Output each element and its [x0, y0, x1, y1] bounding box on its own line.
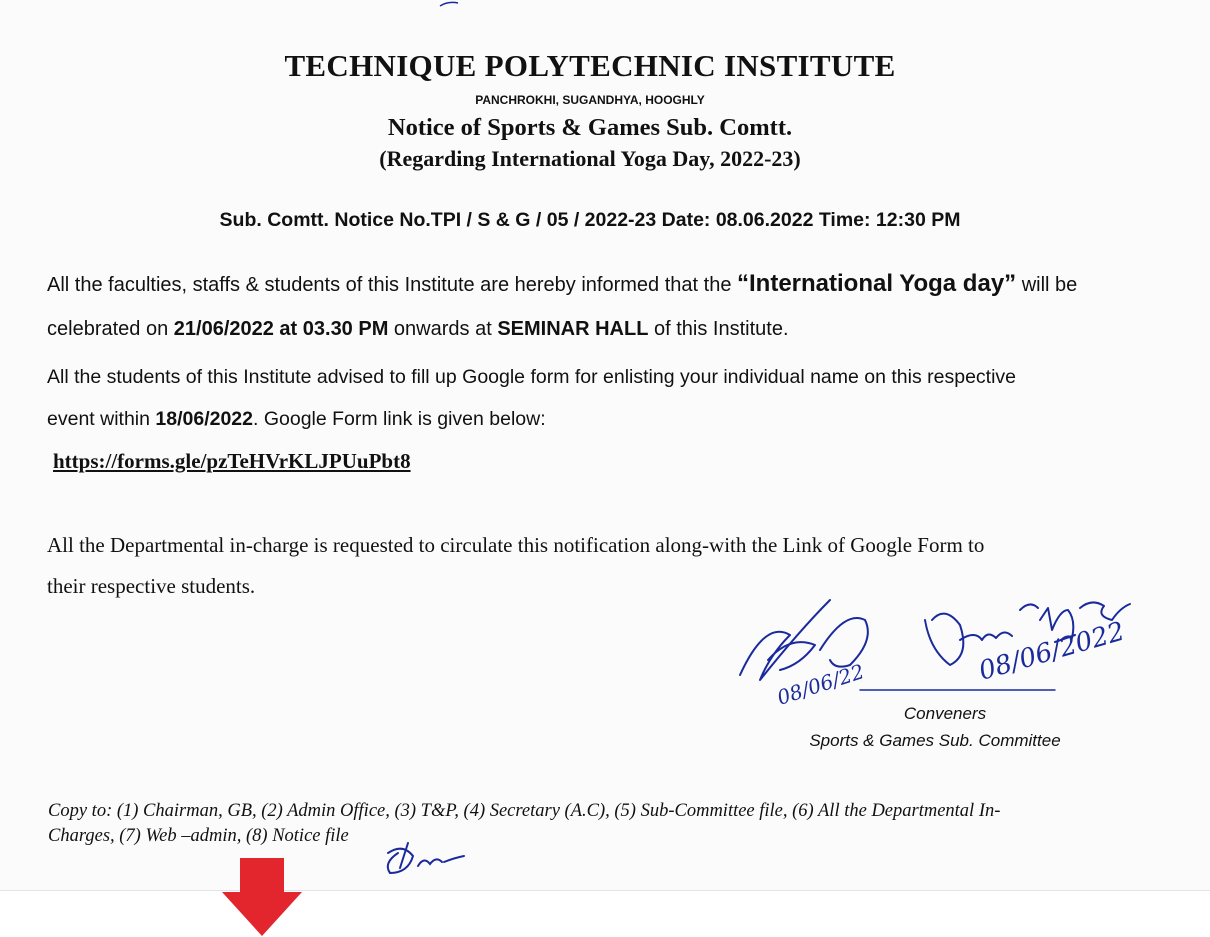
event-name: “International Yoga day”: [737, 270, 1017, 297]
committee-label: Sports & Games Sub. Committee: [809, 731, 1061, 750]
google-form-link[interactable]: https://forms.gle/pzTeHVrKLJPUuPbt8: [53, 449, 411, 473]
paragraph-1-text: onwards at: [388, 318, 498, 340]
paragraph-2-text: . Google Form link is given below:: [253, 408, 546, 430]
notice-reference: Sub. Comtt. Notice No.TPI / S & G / 05 / 2022-23 Date: 08.06.2022 Time: 12:30 PM: [219, 209, 961, 231]
paragraph-3-line-1: All the Departmental in-charge is requested to circulate this notification along-with the Link of Google Form to: [47, 533, 985, 557]
institute-address: PANCHROKHI, SUGANDHYA, HOOGHLY: [475, 93, 705, 107]
institute-name: TECHNIQUE POLYTECHNIC INSTITUTE: [284, 48, 896, 83]
paragraph-2-text: event within: [47, 408, 156, 430]
paragraph-3-line-2: their respective students.: [47, 574, 256, 598]
paragraph-2-line-2: [47, 408, 1147, 431]
handwritten-initials: [378, 838, 468, 883]
top-edge-mark: [438, 0, 468, 8]
paragraph-1-line-1: [47, 270, 1147, 298]
copy-to-line-2: Charges, (7) Web –admin, (8) Notice file: [48, 826, 349, 846]
event-venue: SEMINAR HALL: [497, 318, 649, 340]
copy-to-line-1: Copy to: (1) Chairman, GB, (2) Admin Office, (3) T&P, (4) Secretary (A.C), (5) Sub-Committee file, (6) All the Departmental In-: [48, 801, 1001, 821]
conveners-signatures: [720, 580, 1140, 720]
paragraph-1-text: will be: [1016, 274, 1078, 296]
registration-deadline: 18/06/2022: [155, 408, 254, 430]
notice-subtitle: (Regarding International Yoga Day, 2022-23): [379, 146, 801, 171]
event-date-time: 21/06/2022 at 03.30 PM: [173, 318, 389, 340]
down-arrow-icon: [222, 858, 302, 936]
conveners-label: Conveners: [903, 704, 987, 723]
signature-date-2: 08/06/2022: [975, 616, 1128, 687]
signature-date-1: 08/06/22: [774, 659, 867, 710]
paragraph-1-text: of this Institute.: [648, 318, 789, 340]
notice-title: Notice of Sports & Games Sub. Comtt.: [387, 114, 793, 141]
paragraph-1-text: All the faculties, staffs & students of this Institute are hereby informed that the: [47, 274, 737, 296]
paragraph-1-text: celebrated on: [47, 318, 174, 340]
paragraph-2-line-1: All the students of this Institute advised to fill up Google form for enlisting your individual name on this respective: [47, 366, 1017, 388]
paragraph-1-line-2: [47, 318, 1147, 341]
